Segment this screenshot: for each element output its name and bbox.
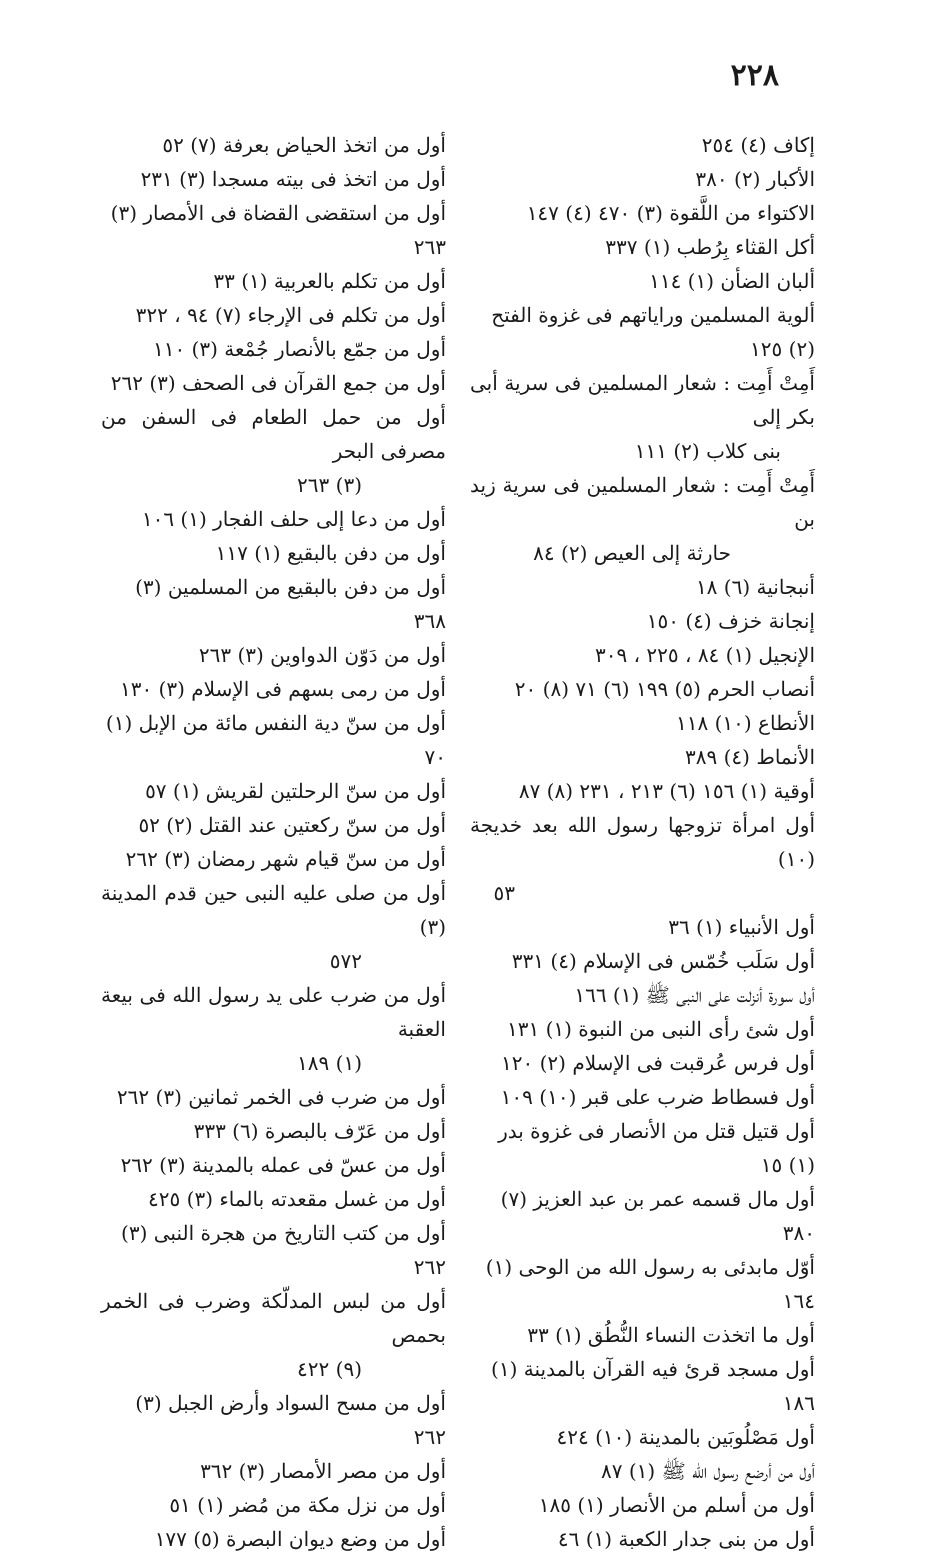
index-entry-text: ألبان الضأن (١) ١١٤ (649, 269, 815, 293)
index-entry (470, 1012, 815, 1046)
index-entry (101, 536, 446, 570)
index-entry-text: أول مسجد قرئ فيه القرآن بالمدينة (١) ١٨٦ (491, 1357, 815, 1415)
index-entry (470, 808, 815, 910)
index-entry-text: أول مَصْلُوبَين بالمدينة (١٠) ٤٢٤ (556, 1425, 815, 1449)
index-entry-text: أول من سنّ الرحلتين لقريش (١) ٥٧ (145, 779, 446, 803)
index-entry-text: أول الأنبياء (١) ٣٦ (668, 915, 815, 939)
index-entry-text: أول سَلَب خُمّس فى الإسلام (٤) ٣٣١ (511, 949, 815, 973)
index-entry (470, 366, 815, 468)
index-entry-text: أول من دَوّن الدواوين (٣) ٢٦٣ (198, 643, 446, 667)
index-entry (470, 672, 815, 706)
index-entry (470, 1046, 815, 1080)
index-entry-text: أول من تكلم بالعربية (١) ٣٣ (213, 269, 446, 293)
index-entry (101, 978, 446, 1080)
index-entry-text: أول ما اتخذت النساء النُّطُق (١) ٣٣ (527, 1323, 815, 1347)
index-entry (470, 1352, 815, 1420)
index-entry (101, 1182, 446, 1216)
index-entry (470, 774, 815, 808)
index-entry (470, 910, 815, 944)
index-entry (470, 468, 815, 570)
index-entry-text: أول من اتخذ فى بيته مسجدا (٣) ٢٣١ (140, 167, 446, 191)
index-entry (101, 774, 446, 808)
index-entry-continuation: بنى كلاب (٢) ١١١ (634, 439, 781, 463)
index-entry (101, 842, 446, 876)
index-entry (101, 1522, 446, 1556)
index-entry-text: ألوية المسلمين وراياتهم فى غزوة الفتح (٢) ١٢٥ (491, 303, 815, 361)
index-entry (101, 332, 446, 366)
index-entry-text: أنصاب الحرم (٥) ١٩٩ (٦) ٧١ (٨) ٢٠ (514, 677, 815, 701)
index-entry (470, 1182, 815, 1250)
index-entry (101, 502, 446, 536)
index-entry-text: أنبجانية (٦) ١٨ (695, 575, 815, 599)
index-entry-text: أول من سنّ ركعتين عند القتل (٢) ٥٢ (138, 813, 446, 837)
index-entry-text: أول من بنى جدار الكعبة (١) ٤٦ (557, 1527, 815, 1551)
index-entry-continuation: ٥٣ (493, 881, 515, 905)
page-number: ٢٢٨ (730, 58, 779, 93)
index-entry-text: أول من لبس المدلّكة وضرب فى الخمر بحمص (101, 1289, 446, 1347)
index-entry-continuation: (١) ١٨٩ (297, 1051, 362, 1075)
index-entry (101, 400, 446, 502)
index-entry (101, 264, 446, 298)
index-entry (101, 672, 446, 706)
index-entry-text: أول من مسح السواد وأرض الجبل (٣) ٢٦٢ (135, 1391, 446, 1449)
index-entry (101, 196, 446, 264)
index-entry-continuation: حارثة إلى العيص (٢) ٨٤ (533, 541, 731, 565)
index-entry-text: أوّل مابدئى به رسول الله من الوحى (١) ١٦٤ (485, 1255, 815, 1313)
index-entry-text: أول من تكلم فى الإرجاء (٧) ٩٤ ، ٣٢٢ (135, 303, 446, 327)
index-entry-text: أول من سنّ دية النفس مائة من الإبل (١) ٧٠ (105, 711, 446, 769)
index-entry-text: أول فسطاط ضرب على قبر (١٠) ١٠٩ (500, 1085, 815, 1109)
index-entry (470, 1420, 815, 1454)
index-entry-text: إنجانة خزف (٤) ١٥٠ (646, 609, 815, 633)
index-entry-text: الأنماط (٤) ٣٨٩ (685, 745, 815, 769)
index-entry-text: أول من أسلم من الأنصار (١) ١٨٥ (538, 1493, 815, 1517)
index-entry-text: أوقية (١) ١٥٦ (٦) ٢١٣ ، ٢٣١ (٨) ٨٧ (518, 779, 815, 803)
index-entry-text: أول من عسّ فى عمله بالمدينة (٣) ٢٦٢ (120, 1153, 446, 1177)
index-entry-continuation: (٩) ٤٢٢ (297, 1357, 362, 1381)
index-entry (470, 1080, 815, 1114)
index-entry (470, 570, 815, 604)
index-entry-text: أكل القثاء بِرُطب (١) ٣٣٧ (605, 235, 815, 259)
index-entry-text: الأنطاع (١٠) ١١٨ (675, 711, 815, 735)
index-entry-text: الاكتواء من اللَّقوة (٣) ٤٧٠ (٤) ١٤٧ (526, 201, 815, 225)
index-entry-text: الإنجيل (١) ٨٤ ، ٢٢٥ ، ٣٠٩ (595, 643, 815, 667)
index-entry (101, 162, 446, 196)
index-entry (470, 978, 815, 1012)
index-entry (101, 1386, 446, 1454)
index-entry-text: أول من كتب التاريخ من هجرة النبى (٣) ٢٦٢ (121, 1221, 446, 1279)
index-entry-text: أول امرأة تزوجها رسول الله بعد خديجة (١٠) (470, 813, 815, 871)
index-entry-text: الأكبار (٢) ٣٨٠ (695, 167, 815, 191)
index-entry-text: أول من جمّع بالأنصار جُمْعة (٣) ١١٠ (152, 337, 446, 361)
index-entry-text: أول من أرضع رسول الله ﷺ (١) ٨٧ (601, 1459, 815, 1483)
index-entry-text: أول من نزل مكة من مُضر (١) ٥١ (169, 1493, 446, 1517)
index-entry (101, 1284, 446, 1386)
index-column-left (101, 128, 446, 1556)
index-entry-text: أول من استقضى القضاة فى الأمصار (٣) ٢٦٣ (110, 201, 446, 259)
index-entry (470, 604, 815, 638)
index-entry (101, 1148, 446, 1182)
index-entry (101, 808, 446, 842)
index-entry (101, 1216, 446, 1284)
index-entry-continuation: ٥٧٢ (329, 949, 362, 973)
index-entry (101, 1488, 446, 1522)
index-entry (101, 366, 446, 400)
index-entry-text: أول من غسل مقعدته بالماء (٣) ٤٢٥ (148, 1187, 446, 1211)
index-entry-text: أول من عَرّف بالبصرة (٦) ٣٣٣ (193, 1119, 446, 1143)
index-entry (101, 1454, 446, 1488)
index-column-right (470, 128, 815, 1556)
index-entry-text: أول من حمل الطعام فى السفن من مصرفى البحر (101, 405, 446, 463)
index-entry (470, 264, 815, 298)
index-entry-text: أول من رمى بسهم فى الإسلام (٣) ١٣٠ (119, 677, 446, 701)
index-entry-text: أَمِتْ أَمِت : شعار المسلمين فى سرية أبى بكر إلى (470, 371, 815, 429)
index-entry (101, 1080, 446, 1114)
index-entry (470, 230, 815, 264)
index-entry-text: أول من وضع ديوان البصرة (٥) ١٧٧ (154, 1527, 446, 1551)
index-entry (470, 706, 815, 740)
index-entry (470, 638, 815, 672)
index-entry (101, 128, 446, 162)
index-entry-text: أول من ضرب على يد رسول الله فى بيعة العقبة (101, 983, 446, 1041)
index-entry-text: أَمِتْ أَمِت : شعار المسلمين فى سرية زيد بن (470, 473, 815, 531)
index-entry-text: أول فرس عُرقبت فى الإسلام (٢) ١٢٠ (501, 1051, 815, 1075)
index-entry (101, 570, 446, 638)
index-entry-text: أول من جمع القرآن فى الصحف (٣) ٢٦٢ (110, 371, 446, 395)
index-entry (101, 1114, 446, 1148)
index-entry-text: إكاف (٤) ٢٥٤ (701, 133, 815, 157)
index-entry-text: أول من سنّ قيام شهر رمضان (٣) ٢٦٢ (125, 847, 446, 871)
index-entry (101, 706, 446, 774)
index-entry-text: أول من دفن بالبقيع من المسلمين (٣) ٣٦٨ (135, 575, 446, 633)
index-entry-text: أول مال قسمه عمر بن عبد العزيز (٧) ٣٨٠ (500, 1187, 815, 1245)
index-entry (470, 196, 815, 230)
index-entry (470, 1488, 815, 1522)
index-entry (101, 876, 446, 978)
index-entry-text: أول من اتخذ الحياض بعرفة (٧) ٥٢ (162, 133, 446, 157)
index-entry-text: أول من دعا إلى حلف الفجار (١) ١٠٦ (141, 507, 446, 531)
index-entry (470, 1318, 815, 1352)
index-entry (101, 298, 446, 332)
index-entry (470, 1522, 815, 1556)
index-entry-text: أول سورة أنزلت على النبى ﷺ (١) ١٦٦ (574, 983, 815, 1007)
index-entry-text: أول من دفن بالبقيع (١) ١١٧ (215, 541, 446, 565)
index-entry (470, 162, 815, 196)
index-entry (470, 298, 815, 366)
index-entry-text: أول من صلى عليه النبى حين قدم المدينة (٣) (101, 881, 446, 939)
index-entry-text: أول من ضرب فى الخمر ثمانين (٣) ٢٦٢ (116, 1085, 446, 1109)
index-entry (470, 128, 815, 162)
index-entry (470, 1454, 815, 1488)
index-entry-text: أول شئ رأى النبى من النبوة (١) ١٣١ (506, 1017, 815, 1041)
index-entry (470, 1114, 815, 1182)
index-entry-continuation: (٣) ٢٦٣ (297, 473, 362, 497)
index-entry (470, 1250, 815, 1318)
index-entry (470, 944, 815, 978)
index-entry-text: أول من مصر الأمصار (٣) ٣٦٢ (200, 1459, 446, 1483)
index-entry-text: أول قتيل قتل من الأنصار فى غزوة بدر (١) ١٥ (498, 1119, 815, 1177)
index-entry (470, 740, 815, 774)
index-entry (101, 638, 446, 672)
